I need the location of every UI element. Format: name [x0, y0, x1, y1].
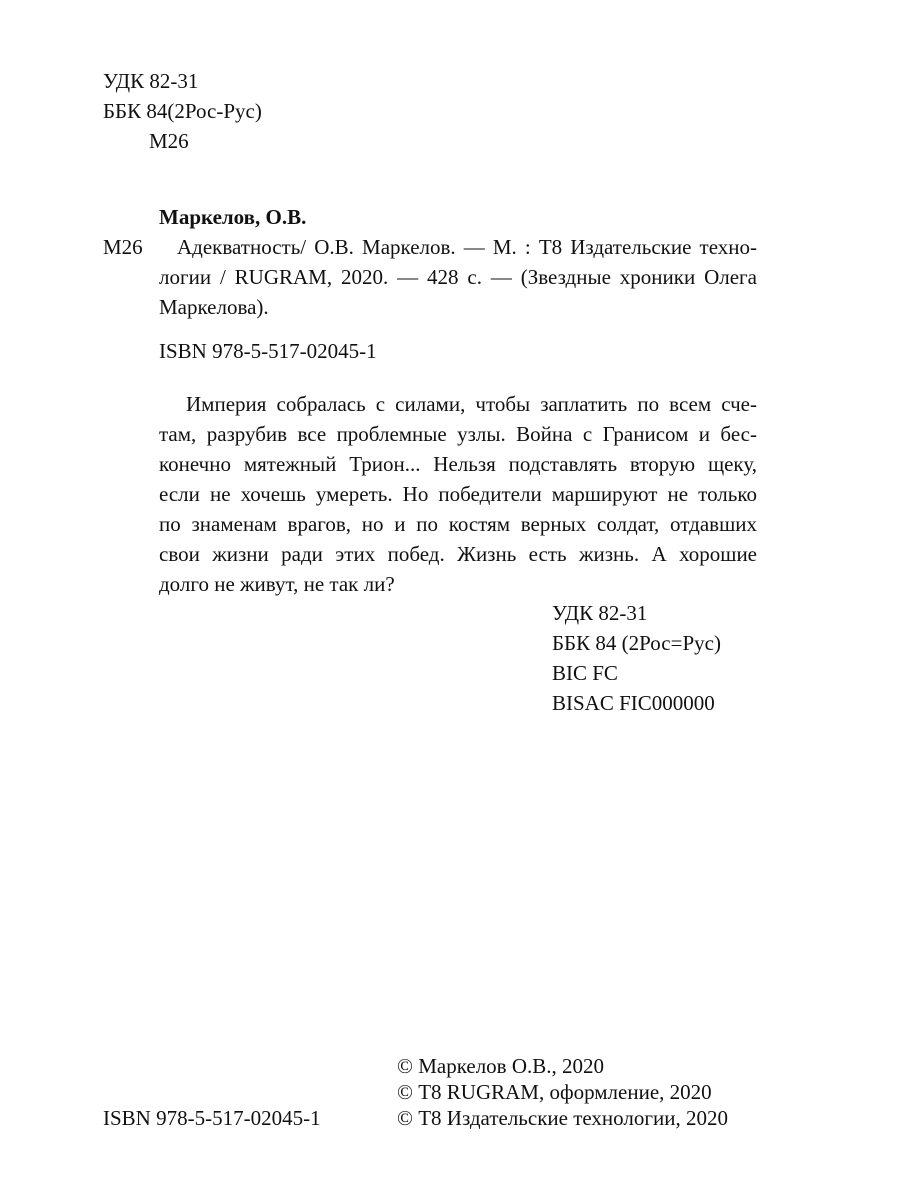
annotation-paragraph — [159, 389, 757, 599]
subject-bbk: ББК 84 (2Рос=Рус) — [552, 631, 721, 655]
bibliographic-line: Маркелова). — [159, 295, 269, 319]
record-author-mark: М26 — [103, 235, 143, 259]
annotation-line: долго не живут, не так ли? — [159, 572, 395, 596]
annotation-line: если не хочешь умереть. Но победители маршируют не только — [159, 482, 757, 506]
subject-codes-block — [552, 598, 721, 718]
annotation-line: свои жизни ради этих побед. Жизнь есть жизнь. А хорошие — [159, 542, 757, 566]
udk-code: УДК 82-31 — [103, 69, 199, 93]
annotation-line: там, разрубив все проблемные узлы. Война с Гранисом и бес- — [159, 422, 757, 446]
annotation-line: по знаменам врагов, но и по костям верных солдат, отдавших — [159, 512, 757, 536]
copyright-block — [397, 1053, 728, 1131]
isbn-record: ISBN 978-5-517-02045-1 — [159, 339, 377, 363]
isbn-footer: ISBN 978-5-517-02045-1 — [103, 1106, 321, 1130]
copyright-line: © Маркелов О.В., 2020 — [397, 1054, 605, 1078]
bbk-code: ББК 84(2Рос-Рус) — [103, 99, 262, 123]
annotation-line: Империя собралась с силами, чтобы заплатить по всем сче- — [186, 392, 757, 416]
copyright-line: © Т8 Издательские технологии, 2020 — [397, 1106, 728, 1130]
bibliographic-line: Адекватность/ О.В. Маркелов. — М. : Т8 Издательские техно- — [177, 235, 757, 259]
subject-bisac: BISAC FIC000000 — [552, 691, 715, 715]
classification-block — [103, 66, 262, 156]
bibliographic-line: логии / RUGRAM, 2020. — 428 с. — (Звездные хроники Олега — [159, 265, 757, 289]
annotation-line: конечно мятежный Трион... Нельзя подставлять вторую щеку, — [159, 452, 757, 476]
author-mark: М26 — [149, 129, 189, 153]
subject-udk: УДК 82-31 — [552, 601, 648, 625]
author-heading: Маркелов, О.В. — [159, 205, 307, 229]
subject-bic: BIC FC — [552, 661, 618, 685]
copyright-line: © Т8 RUGRAM, оформление, 2020 — [397, 1080, 712, 1104]
bibliographic-description — [159, 232, 757, 322]
